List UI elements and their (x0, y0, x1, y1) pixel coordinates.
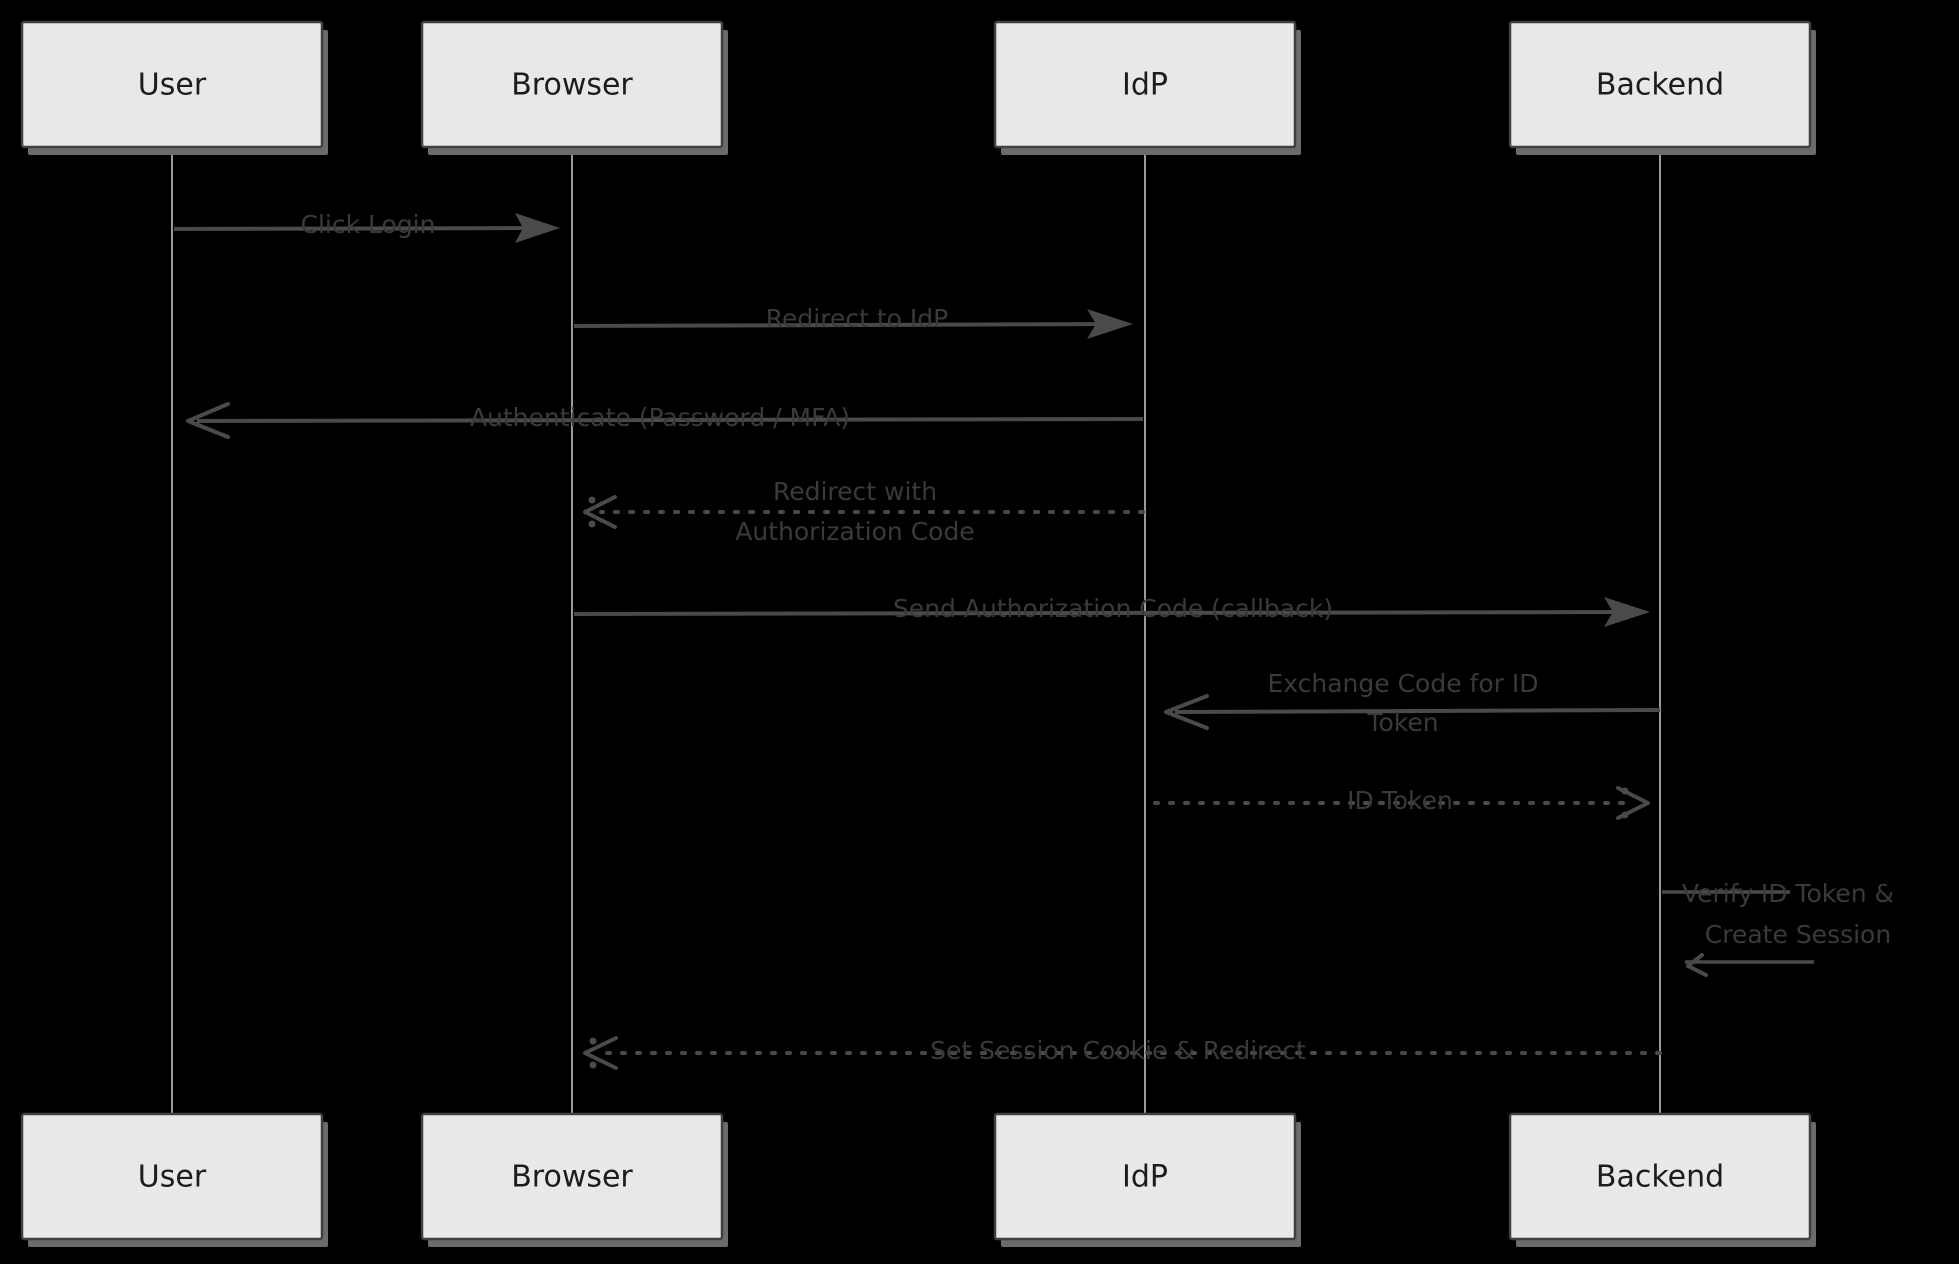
message-label-exchange-code-line1: Exchange Code for ID (1267, 669, 1539, 698)
actor-label-idp-bottom: IdP (1122, 1159, 1168, 1195)
message-id-token (1155, 786, 1648, 819)
actor-idp-bottom[interactable] (995, 1114, 1301, 1247)
message-send-auth-code (574, 594, 1650, 627)
message-click-login (174, 210, 560, 243)
actor-label-backend-top: Backend (1595, 67, 1725, 103)
message-label-exchange-code-line2: Token (1367, 708, 1439, 737)
message-label-redirect-to-idp: Redirect to IdP (765, 304, 949, 333)
message-label-click-login: Click Login (300, 210, 436, 239)
actor-browser-bottom[interactable] (422, 1114, 728, 1247)
lifelines (172, 148, 1660, 1113)
actor-label-user-bottom: User (137, 1159, 207, 1195)
actor-label-user-top: User (137, 67, 207, 103)
actor-label-browser-bottom: Browser (511, 1159, 633, 1195)
message-label-redirect-with-auth-code-line2: Authorization Code (735, 517, 975, 546)
actor-label-backend-bottom: Backend (1595, 1159, 1725, 1195)
message-label-authenticate: Authenticate (Password / MFA) (469, 403, 851, 432)
actor-user-bottom[interactable] (22, 1114, 328, 1247)
actor-label-idp-top: IdP (1122, 67, 1168, 103)
message-label-verify-id-token-line2: Create Session (1704, 920, 1892, 949)
message-authenticate (188, 403, 1143, 437)
message-redirect-with-auth-code (585, 477, 1143, 546)
message-label-verify-id-token-line1: Verify ID Token & (1681, 879, 1895, 908)
actor-backend-bottom[interactable] (1510, 1114, 1816, 1247)
actor-browser-top[interactable] (422, 22, 728, 155)
message-verify-id-token-self (1662, 879, 1894, 975)
message-label-id-token: ID Token (1347, 786, 1453, 815)
actor-idp-top[interactable] (995, 22, 1301, 155)
message-exchange-code (1166, 669, 1660, 737)
message-label-set-session-cookie: Set Session Cookie & Redirect (930, 1036, 1306, 1065)
actor-backend-top[interactable] (1510, 22, 1816, 155)
message-set-session-cookie (585, 1036, 1660, 1069)
message-label-send-auth-code: Send Authorization Code (callback) (892, 594, 1334, 623)
message-label-redirect-with-auth-code-line1: Redirect with (772, 477, 938, 506)
actor-user-top[interactable] (22, 22, 328, 155)
actor-label-browser-top: Browser (511, 67, 633, 103)
message-redirect-to-idp (574, 304, 1133, 339)
